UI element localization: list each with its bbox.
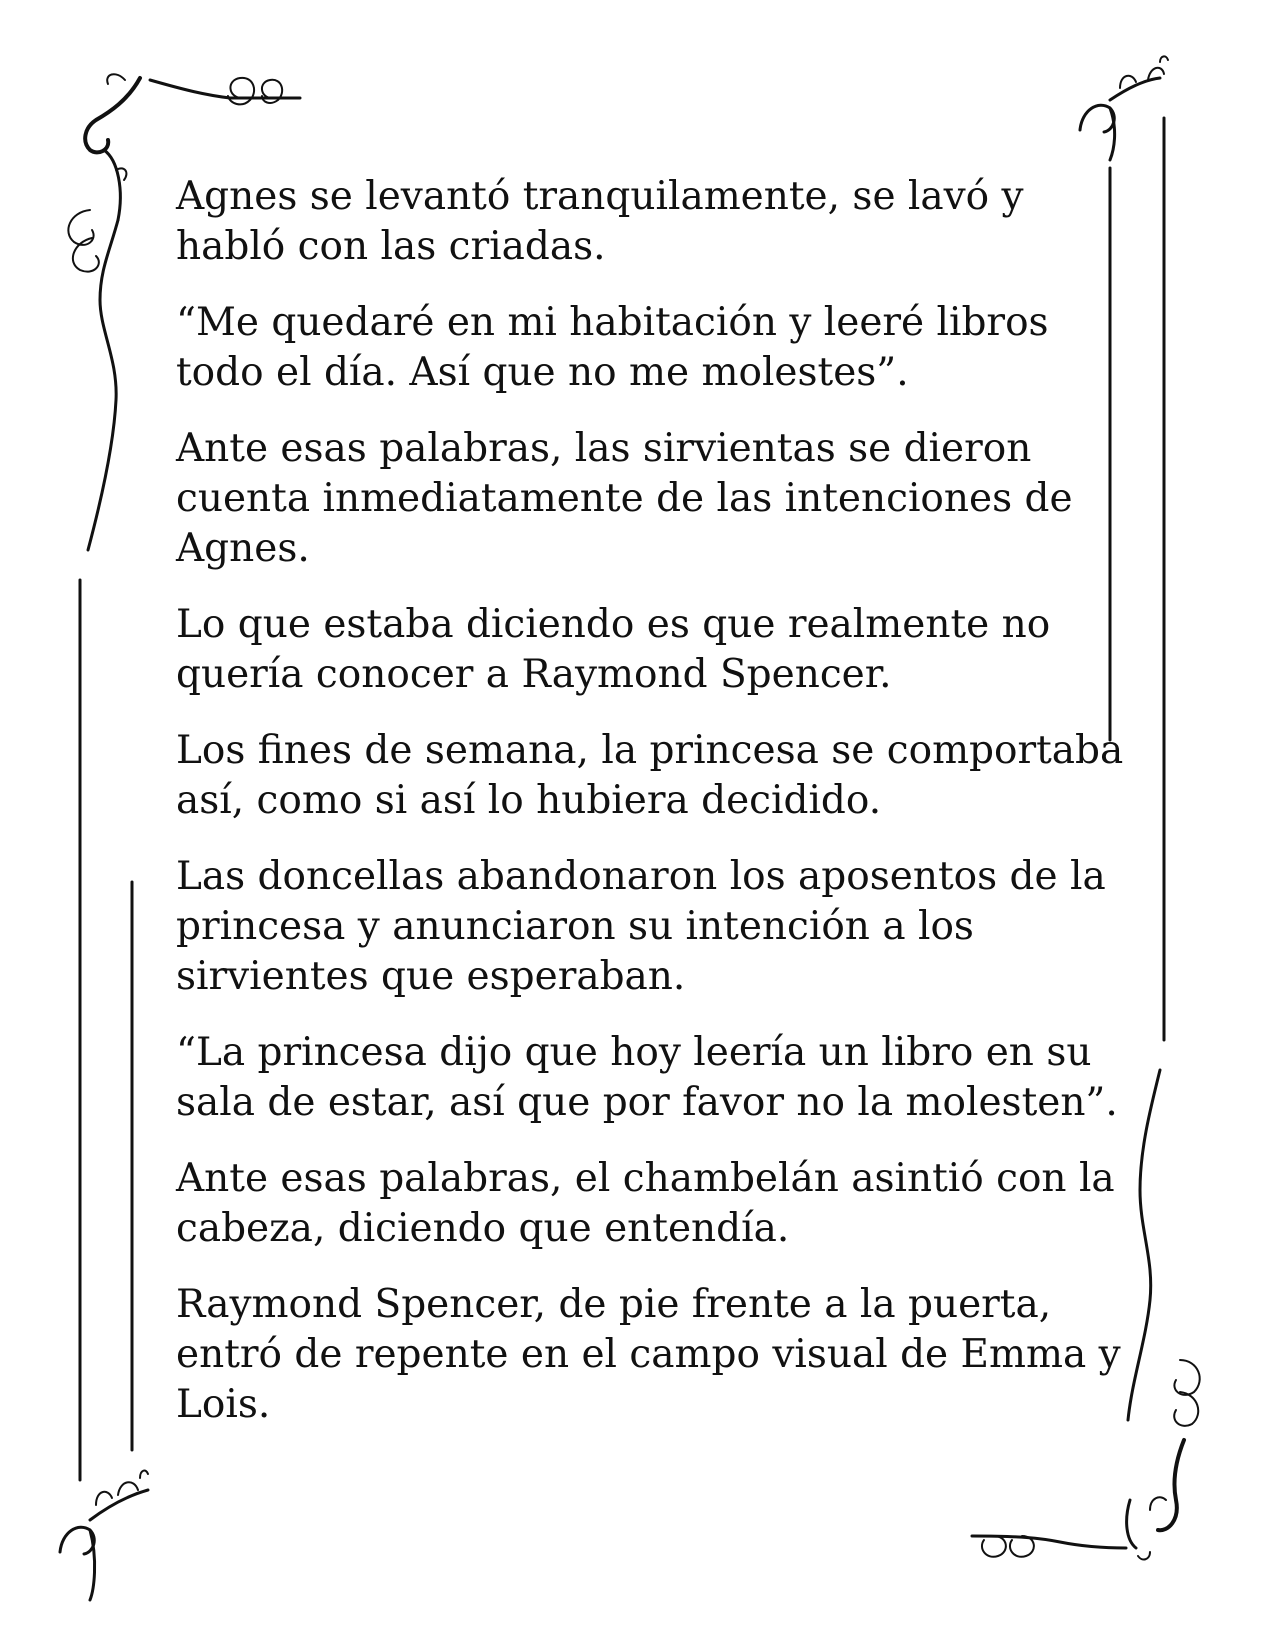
paragraph — [176, 726, 1124, 826]
text-line: cabeza, diciendo que entendía. — [176, 1206, 790, 1251]
text-line: sala de estar, así que por favor no la molesten”. — [176, 1080, 1118, 1125]
text-line: Ante esas palabras, las sirvientas se dieron — [176, 426, 1032, 471]
text-line: quería conocer a Raymond Spencer. — [176, 652, 892, 697]
text-line: Agnes. — [176, 526, 310, 571]
flourish-bottom-left-icon — [60, 1471, 148, 1600]
paragraph — [176, 172, 1106, 272]
text-line: Lo que estaba diciendo es que realmente no — [176, 602, 1051, 647]
text-line: habló con las criadas. — [176, 224, 606, 269]
text-line: Lois. — [176, 1382, 271, 1427]
page-text — [176, 172, 1124, 1456]
text-line: Raymond Spencer, de pie frente a la puerta, — [176, 1282, 1052, 1327]
text-line: Agnes se levantó tranquilamente, se lavó y — [176, 174, 1024, 219]
text-line: Las doncellas abandonaron los aposentos de la — [176, 854, 1106, 899]
text-line: “Me quedaré en mi habitación y leeré libros — [176, 300, 1049, 345]
text-line: princesa y anunciaron su intención a los — [176, 904, 974, 949]
text-line: entró de repente en el campo visual de Emma y — [176, 1332, 1121, 1377]
paragraph — [176, 1154, 1115, 1254]
paragraph — [176, 1280, 1121, 1430]
paragraph — [176, 852, 1106, 1002]
paragraph — [176, 298, 1106, 398]
text-line: “La princesa dijo que hoy leería un libro en su — [176, 1030, 1092, 1075]
text-line: Los fines de semana, la princesa se comportaba — [176, 728, 1124, 773]
text-line: Ante esas palabras, el chambelán asintió con la — [176, 1156, 1115, 1201]
text-line: todo el día. Así que no me molestes”. — [176, 350, 909, 395]
text-line: cuenta inmediatamente de las intenciones de — [176, 476, 1073, 521]
paragraph — [176, 600, 1106, 700]
text-line: sirvientes que esperaban. — [176, 954, 686, 999]
paragraph — [176, 1028, 1118, 1128]
paragraph — [176, 424, 1106, 574]
text-line: así, como si así lo hubiera decidido. — [176, 778, 882, 823]
